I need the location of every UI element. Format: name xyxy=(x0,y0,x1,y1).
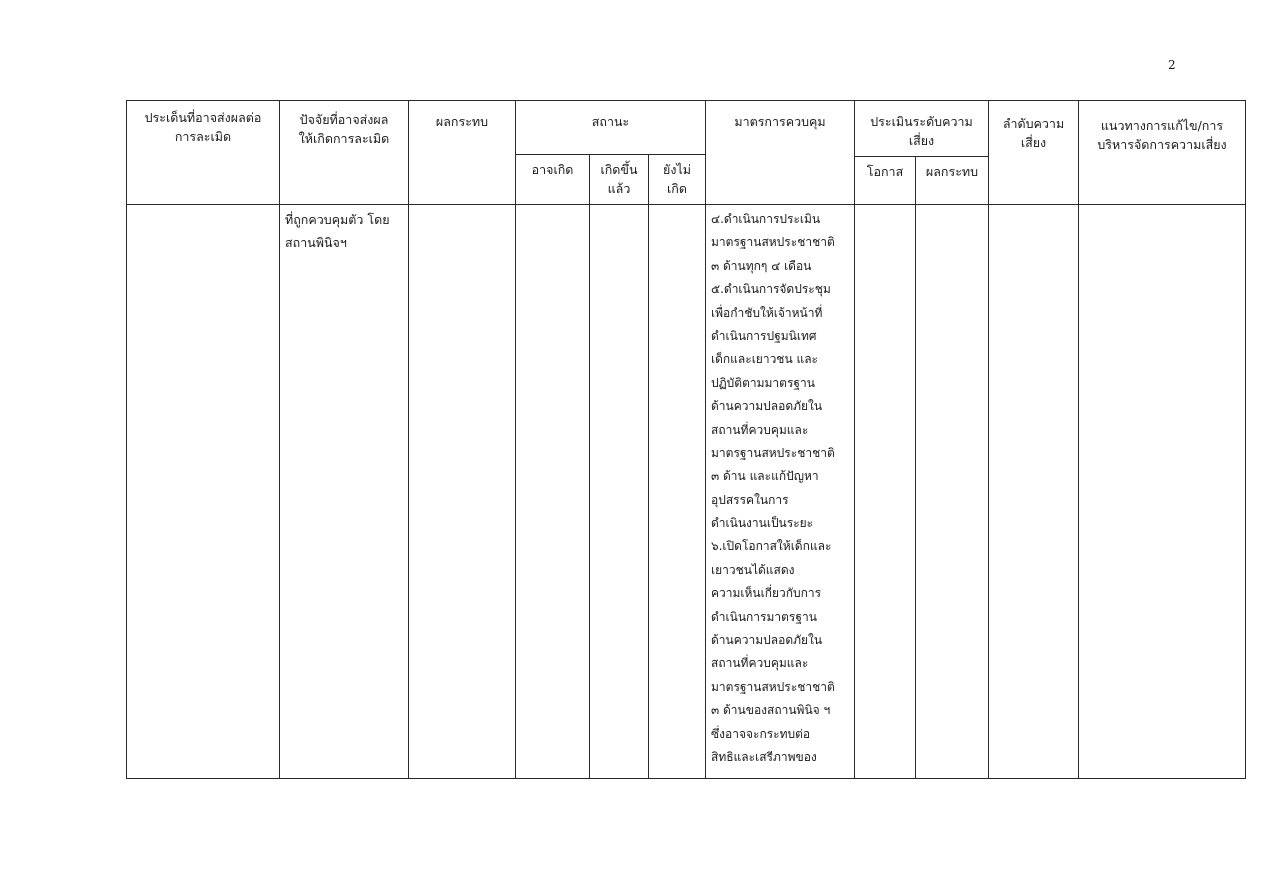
header-control: มาตรการควบคุม xyxy=(734,114,826,129)
control-line: ๔.ดำเนินการประเมิน xyxy=(711,212,821,226)
control-line: ดำเนินการปฐมนิเทศ xyxy=(711,328,817,343)
control-line: ๓ ด้านของสถานพินิจ ฯ xyxy=(711,703,831,718)
header-rank: ลำดับความ เสี่ยง xyxy=(1002,116,1065,150)
control-line: มาตรฐานสหประชาชาติ xyxy=(711,679,835,694)
control-line: สถานที่ควบคุมและ xyxy=(711,422,809,437)
header-factor: ปัจจัยที่อาจส่งผล ให้เกิดการละเมิด xyxy=(298,112,390,146)
control-line: เยาวชนได้แสดง xyxy=(711,562,795,577)
control-line: ๓ ด้าน และแก้ปัญหา xyxy=(711,469,819,484)
col-line-5 xyxy=(648,154,649,779)
col-line-9 xyxy=(988,100,989,779)
control-line: อุปสรรคในการ xyxy=(711,492,789,507)
control-line: ดำเนินงานเป็นระยะ xyxy=(711,516,814,531)
control-line: เด็กและเยาวชน และ xyxy=(711,352,818,367)
col-line-2 xyxy=(408,100,409,779)
header-assessment-chance: โอกาส xyxy=(866,164,904,179)
col-line-6 xyxy=(705,100,706,779)
row-control-text xyxy=(711,208,854,769)
col-line-4 xyxy=(589,154,590,779)
header-status-may-occur: อาจเกิด xyxy=(531,162,574,177)
control-line: เพื่อกำชับให้เจ้าหน้าที่ xyxy=(711,305,823,320)
control-line: ด้านความปลอดภัยใน xyxy=(711,633,823,648)
col-line-8 xyxy=(915,156,916,779)
page-number: 2 xyxy=(1168,58,1176,72)
control-line: ปฏิบัติตามมาตรฐาน xyxy=(711,375,815,390)
header-issue: ประเด็นที่อาจส่งผลต่อ การละเมิด xyxy=(144,110,262,144)
status-subheader-line xyxy=(515,154,705,155)
col-line-10 xyxy=(1078,100,1079,779)
assessment-subheader-line xyxy=(854,156,988,157)
control-line: ด้านความปลอดภัยใน xyxy=(711,399,823,414)
control-line: สิทธิและเสรีภาพของ xyxy=(711,749,817,764)
col-line-11 xyxy=(1245,100,1246,779)
control-line: ดำเนินการมาตรฐาน xyxy=(711,609,817,624)
col-line-1 xyxy=(279,100,280,779)
header-status-not-yet: ยังไม่ เกิด xyxy=(663,162,691,196)
col-line-7 xyxy=(854,100,855,779)
header-assessment: ประเมินระดับความ เสี่ยง xyxy=(870,114,973,148)
col-line-0 xyxy=(126,100,127,779)
control-line: ความเห็นเกี่ยวกับการ xyxy=(711,586,822,601)
header-status: สถานะ xyxy=(591,114,630,129)
control-line: มาตรฐานสหประชาชาติ xyxy=(711,235,835,250)
col-line-3 xyxy=(515,100,516,779)
header-status-occurred: เกิดขึ้น แล้ว xyxy=(600,162,638,196)
header-impact: ผลกระทบ xyxy=(435,114,489,129)
control-line: ๕.ดำเนินการจัดประชุม xyxy=(711,282,831,297)
control-line: ๓ ด้านทุกๆ ๔ เดือน xyxy=(711,258,812,273)
row-factor-text: ที่ถูกควบคุมตัว โดย สถานพินิจฯ xyxy=(285,212,390,250)
header-solution: แนวทางการแก้ไข/การ บริหารจัดการความเสี่ยง xyxy=(1097,118,1227,152)
control-line: มาตรฐานสหประชาชาติ xyxy=(711,445,835,460)
control-line: สถานที่ควบคุมและ xyxy=(711,656,809,671)
header-assessment-impact: ผลกระทบ xyxy=(925,164,979,179)
control-line: ซึ่งอาจจะกระทบต่อ xyxy=(711,726,811,741)
control-line: ๖.เปิดโอกาสให้เด็กและ xyxy=(711,539,832,554)
